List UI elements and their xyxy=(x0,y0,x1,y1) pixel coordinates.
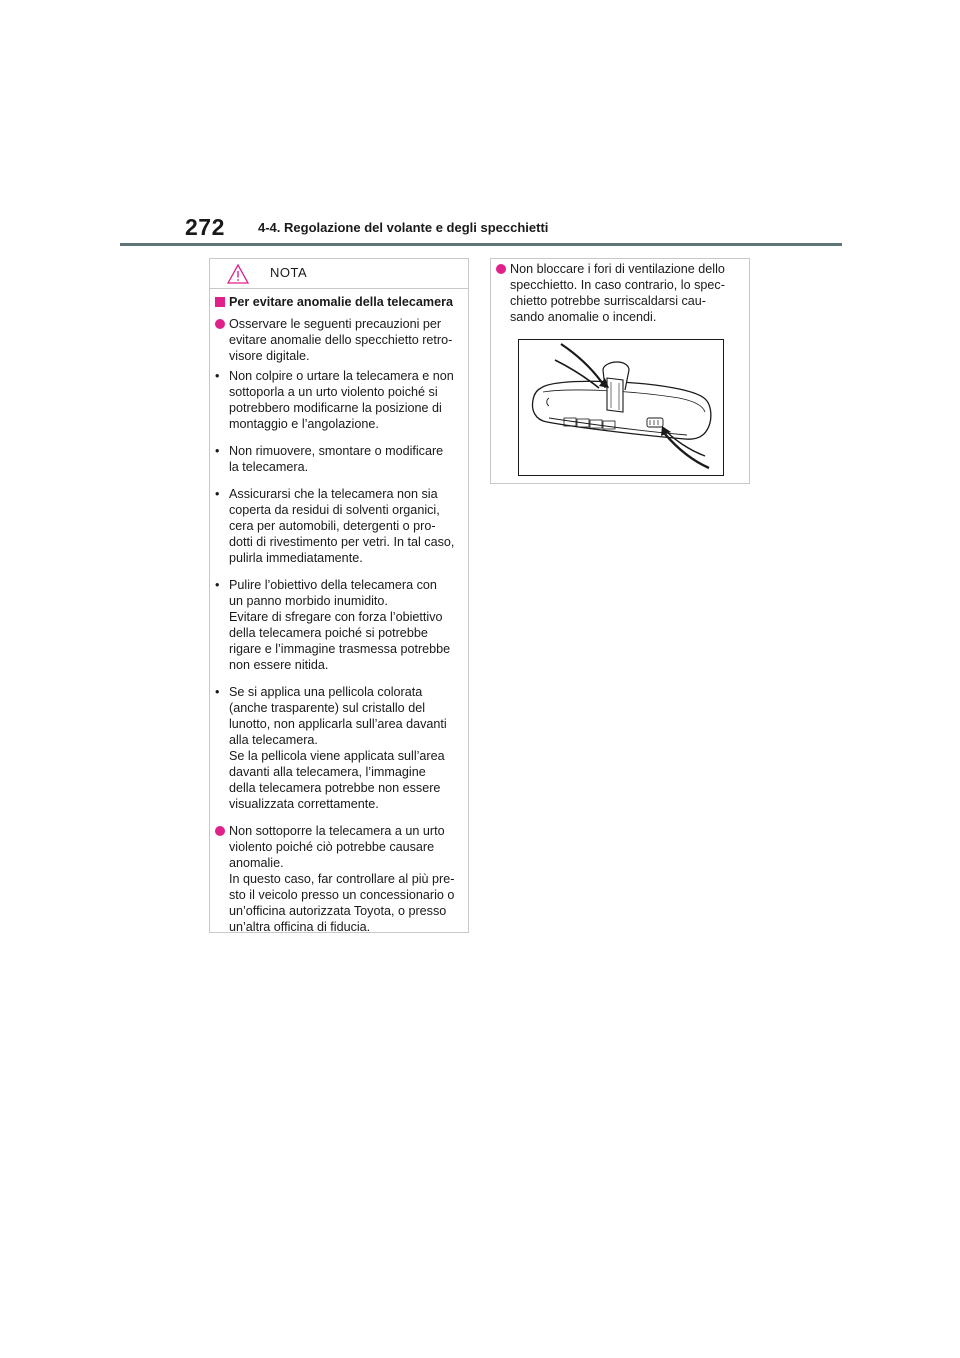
text-line: montaggio e l’angolazione. xyxy=(229,417,379,431)
text-line: visore digitale. xyxy=(229,349,310,363)
dot-marker: • xyxy=(215,578,220,592)
text-line: Non rimuovere, smontare o modificare xyxy=(229,444,444,458)
notice-sub-item-2 xyxy=(210,443,468,475)
notice-label: NOTA xyxy=(270,265,308,280)
notice-content xyxy=(210,290,468,935)
notice-sub-item-5 xyxy=(210,684,468,812)
text-line: specchietto. In caso contrario, lo spec- xyxy=(510,278,725,292)
text-line: un’officina autorizzata Toyota, o presso xyxy=(229,904,447,918)
notice-header xyxy=(210,259,468,289)
text-line: chietto potrebbe surriscaldarsi cau- xyxy=(510,294,706,308)
notice-bullet-3 xyxy=(491,261,749,325)
text-line: non essere nitida. xyxy=(229,658,329,672)
text-line: rigare e l’immagine trasmessa potrebbe xyxy=(229,642,451,656)
text-line: Non bloccare i fori di ventilazione dello xyxy=(510,262,725,276)
round-bullet-icon xyxy=(215,319,225,329)
text-line: coperta da residui di solventi organici, xyxy=(229,503,440,517)
notice-bullet-2 xyxy=(210,823,468,935)
notice-sub-item-1 xyxy=(210,368,468,432)
text-line: della telecamera potrebbe non essere xyxy=(229,781,441,795)
warning-triangle-icon xyxy=(227,264,249,284)
notice-sub-item-3 xyxy=(210,486,468,566)
text-line: davanti alla telecamera, l’immagine xyxy=(229,765,426,779)
text-line: lunotto, non applicarla sull’area davanti xyxy=(229,717,447,731)
text-line: sando anomalie o incendi. xyxy=(510,310,657,324)
text-line: Osservare le seguenti precauzioni per xyxy=(229,317,442,331)
notice-heading-text: Per evitare anomalie della telecamera xyxy=(229,295,454,309)
text-line: visualizzata correttamente. xyxy=(229,797,379,811)
dot-marker: • xyxy=(215,487,220,501)
notice-box-right xyxy=(490,258,750,484)
text-line: Pulire l’obiettivo della telecamera con xyxy=(229,578,437,592)
square-bullet-icon xyxy=(215,297,225,307)
text-line: pulirla immediatamente. xyxy=(229,551,363,565)
round-bullet-icon xyxy=(215,826,225,836)
text-line: Non sottoporre la telecamera a un urto xyxy=(229,824,445,838)
dot-marker: • xyxy=(215,369,220,383)
mirror-illustration xyxy=(518,339,724,476)
notice-bullet-1 xyxy=(210,316,468,364)
text-line: della telecamera poiché si potrebbe xyxy=(229,626,428,640)
notice-sub-item-4 xyxy=(210,577,468,673)
text-line: Non colpire o urtare la telecamera e non xyxy=(229,369,454,383)
dot-marker: • xyxy=(215,444,220,458)
page-number: 272 xyxy=(185,214,225,240)
text-line: Assicurarsi che la telecamera non sia xyxy=(229,487,438,501)
text-line: la telecamera. xyxy=(229,460,309,474)
text-line: un’altra officina di fiducia. xyxy=(229,920,371,934)
text-line: cera per automobili, detergenti o pro- xyxy=(229,519,436,533)
text-line: un panno morbido inumidito. xyxy=(229,594,388,608)
text-line: evitare anomalie dello specchietto retro- xyxy=(229,333,453,347)
text-line: Evitare di sfregare con forza l’obiettivo xyxy=(229,610,443,624)
text-line: anomalie. xyxy=(229,856,284,870)
text-line: In questo caso, far controllare al più pre- xyxy=(229,872,455,886)
text-line: (anche trasparente) sul cristallo del xyxy=(229,701,425,715)
header-rule xyxy=(120,243,842,246)
notice-box-left xyxy=(209,258,469,933)
text-line: violento poiché ciò potrebbe causare xyxy=(229,840,435,854)
text-line: sottoporla a un urto violento poiché si xyxy=(229,385,438,399)
text-line: dotti di rivestimento per vetri. In tal caso, xyxy=(229,535,455,549)
text-line: alla telecamera. xyxy=(229,733,318,747)
section-title: 4-4. Regolazione del volante e degli specchietti xyxy=(258,220,549,235)
text-line: sto il veicolo presso un concessionario o xyxy=(229,888,455,902)
rearview-mirror-icon xyxy=(519,340,723,475)
text-line: Se si applica una pellicola colorata xyxy=(229,685,423,699)
round-bullet-icon xyxy=(496,264,506,274)
dot-marker: • xyxy=(215,685,220,699)
notice-heading xyxy=(210,294,468,310)
notice-content-right xyxy=(491,261,749,325)
text-line: potrebbero modificarne la posizione di xyxy=(229,401,442,415)
text-line: Se la pellicola viene applicata sull’area xyxy=(229,749,445,763)
